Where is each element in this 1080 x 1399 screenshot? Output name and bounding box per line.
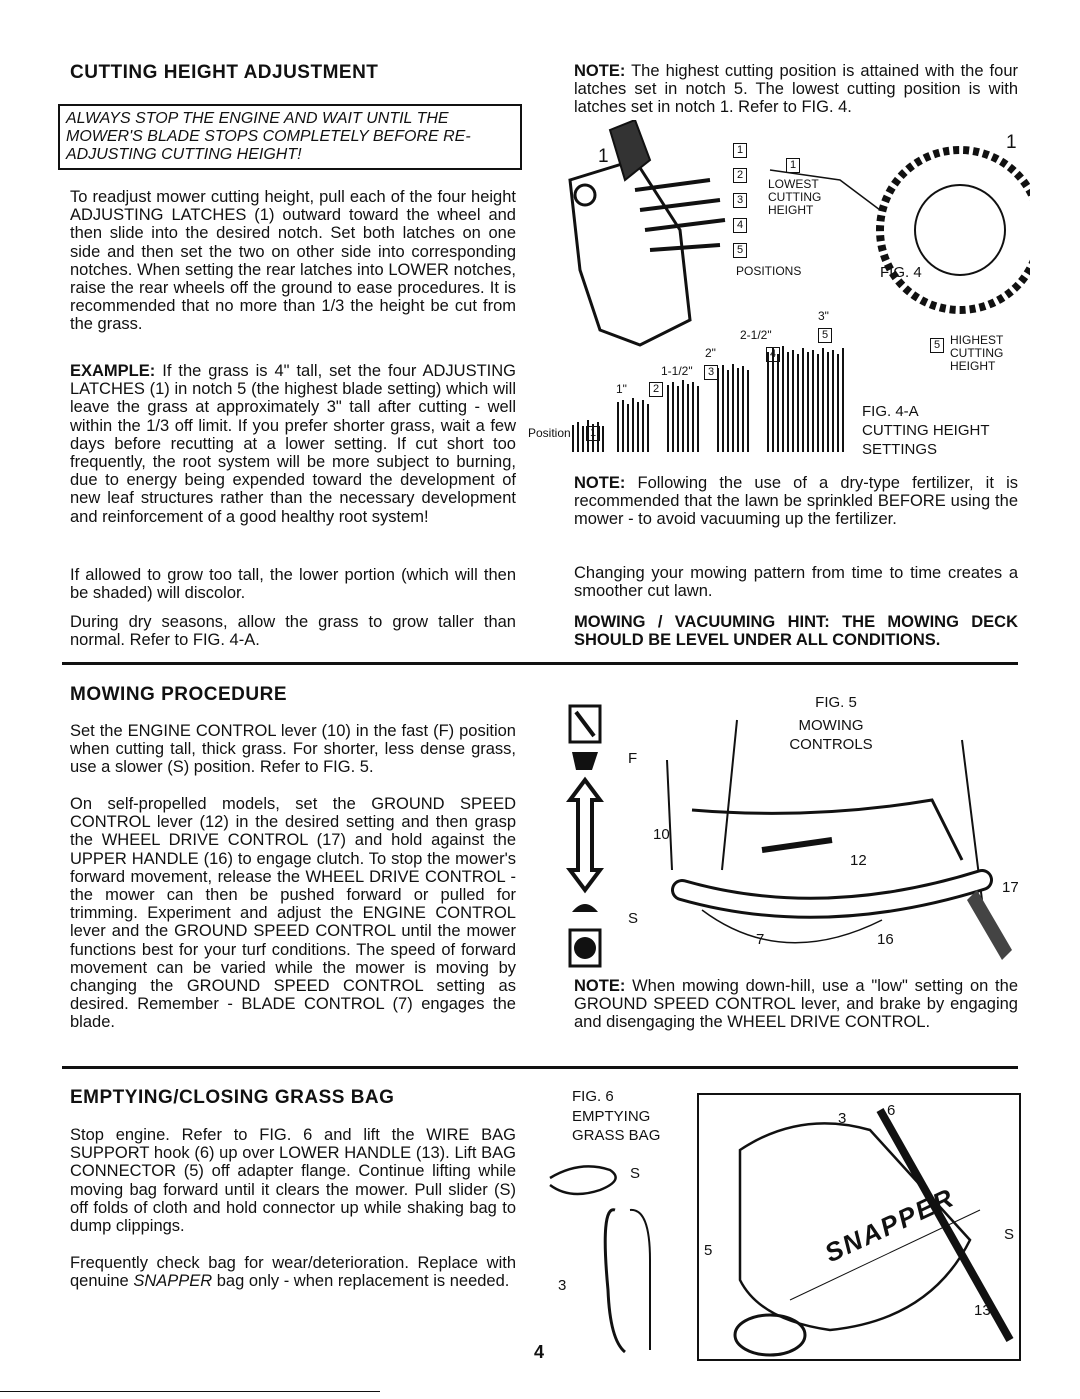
height-2in: 2": [705, 346, 716, 360]
mowing-title: MOWING PROCEDURE: [70, 684, 287, 705]
position-word: Position: [528, 426, 571, 440]
fig4-illustration: [540, 120, 1030, 355]
warning-text: ALWAYS STOP THE ENGINE AND WAIT UNTIL THE MOWER'S BLADE STOPS COMPLETELY BEFORE RE-ADJUSTING CUTTING HEIGHT!: [66, 110, 471, 163]
cutting-para-1: To readjust mower cutting height, pull each of the four height ADJUSTING LATCHES (1) outward toward the wheel and then slide into the desired notch. Set both latches on one side and then set the two on other side into corresponding notches. When setting the rear latches into LOWER notches, raise the rear wheels off the ground to ease procedures. It is recommended that no more than 1/3 the height be cut from the grass.: [70, 188, 516, 334]
section-divider-2: [62, 1066, 1018, 1069]
fig6-illustration: [540, 1090, 1025, 1365]
fig4a-pos-4: 4: [766, 347, 780, 362]
note-fertilizer: [574, 474, 1018, 529]
fig6-s-right: S: [1004, 1226, 1015, 1243]
note-highest-position: [574, 62, 1018, 117]
fig6-callout-3-left: 3: [558, 1277, 567, 1294]
notch-4: 4: [733, 215, 751, 240]
mowing-hint: MOWING / VACUUMING HINT: THE MOWING DECK SHOULD BE LEVEL UNDER ALL CONDITIONS.: [574, 613, 1018, 650]
callout-16: 16: [877, 931, 894, 948]
fig4a-caption: CUTTING HEIGHT SETTINGS: [862, 422, 990, 458]
notch-2: 2: [733, 165, 751, 190]
callout-17: 17: [1002, 879, 1019, 896]
height-2-5in: 2-1/2": [740, 328, 772, 342]
highest-label: HIGHEST CUTTING HEIGHT: [950, 333, 1004, 373]
height-1in: 1": [616, 382, 627, 396]
fig5-s-label: S: [628, 910, 639, 927]
page-number: 4: [534, 1342, 545, 1362]
note2-label: NOTE:: [574, 474, 626, 492]
snapper-logo-on-bag: SNAPPER: [819, 1181, 960, 1269]
note3-label: NOTE:: [574, 977, 626, 995]
bag-para-2-b: bag only - when replacement is needed.: [212, 1272, 510, 1291]
bag-para-2-a: Frequently check bag for wear/deterioration. Replace with qenuine: [70, 1254, 516, 1291]
example-para: [70, 362, 516, 526]
note-downhill: [574, 977, 1018, 1032]
callout-7: 7: [756, 931, 765, 948]
fig4a-pos-3: 3: [704, 365, 718, 380]
fig6-caption: EMPTYING GRASS BAG: [572, 1108, 661, 1144]
mowing-para-2: On self-propelled models, set the GROUND SPEED CONTROL lever (12) in the desired setting and then grasp the WHEEL DRIVE CONTROL (17) and hold against the UPPER HANDLE (16) to engage clutch. To stop the mower's forward movement, release the WHEEL DRIVE CONTROL - the mower can then be pushed forward or pulled for trimming. Experiment and adjust the ENGINE CONTROL lever and the GROUND SPEED CONTROL until the mower functions best for your turf conditions. The speed of forward movement can be varied while the mower is moving by changing the GROUND SPEED CONTROL setting as desired. Remember - BLADE CONTROL (7) engages the blade.: [70, 795, 516, 1032]
bag-para-1: Stop engine. Refer to FIG. 6 and lift the WIRE BAG SUPPORT hook (6) up over LOWER HANDLE (13). Lift BAG CONNECTOR (5) off adapter flange. Continue lifting while moving bag forward until it clears the mower. Pull slider (S) off folds of cloth and hold connector up while shaking bag to dump clippings.: [70, 1126, 516, 1236]
note2-text: Following the use of a dry-type fertilizer, it is recommended that the lawn be sprinkled BEFORE using the mower - to avoid vacuuming up the fertilizer.: [574, 474, 1018, 529]
fig4a-label: FIG. 4-A: [862, 403, 919, 420]
mowing-para-1: Set the ENGINE CONTROL lever (10) in the fast (F) position when cutting tall, thick grass. For shorter, less dense grass, use a slower (S) position. Refer to FIG. 5.: [70, 722, 516, 777]
bottom-rule: [0, 1391, 380, 1392]
fig6-callout-3-right: 3: [838, 1110, 847, 1127]
snapper-brand: SNAPPER: [133, 1272, 213, 1291]
cutting-para-4: During dry seasons, allow the grass to grow taller than normal. Refer to FIG. 4-A.: [70, 613, 516, 650]
cutting-title: CUTTING HEIGHT ADJUSTMENT: [70, 62, 379, 83]
note1-label: NOTE:: [574, 62, 626, 80]
note1-text: The highest cutting position is attained with the four latches set in notch 5. The lowest cutting position is with latches set in notch 1. Refer to FIG. 4.: [574, 62, 1018, 117]
notch-3: 3: [733, 190, 751, 215]
fig4-notch-list: [733, 140, 751, 265]
highest-notch-box: 5: [930, 338, 944, 353]
fig4-callout-1-right: 1: [1006, 132, 1017, 153]
lowest-label: LOWEST CUTTING HEIGHT: [768, 177, 822, 217]
fig4a-pos-2: 2: [649, 382, 663, 397]
fig5-f-label: F: [628, 750, 638, 767]
mowing-pattern-para: Changing your mowing pattern from time to time creates a smoother cut lawn.: [574, 564, 1018, 601]
fig6-callout-6: 6: [887, 1102, 896, 1119]
fig4-label: FIG. 4: [880, 264, 922, 281]
positions-label: POSITIONS: [736, 264, 802, 278]
fig5-label: FIG. 5: [815, 694, 857, 711]
fig4a-pos-1: 1: [586, 426, 600, 441]
fig4-callout-1-left: 1: [598, 146, 609, 167]
section-divider-1: [62, 662, 1018, 665]
fig4a-pos-5: 5: [818, 328, 832, 343]
warning-box: [58, 104, 522, 170]
lowest-notch-box: 1: [786, 158, 800, 173]
callout-12: 12: [850, 852, 867, 869]
example-text: If the grass is 4" tall, set the four ADJUSTING LATCHES (1) in notch 5 (the highest blade setting) which will leave the grass at approximately 3" tall after cutting - well within the 1/3 off limit. If you prefer shorter grass, wait a few days before recutting at a lower setting. If cut short too frequently, the root system will be more subject to burning, due to energy being expended toward the development of new leaf structures rather than the necessary development and reinforcement of a good healthy root system!: [70, 362, 516, 526]
fig6-callout-5: 5: [704, 1242, 713, 1259]
bag-para-2: [70, 1254, 516, 1290]
fig6-s-left: S: [630, 1165, 641, 1182]
fig6-callout-13: 13: [974, 1302, 991, 1319]
example-label: EXAMPLE:: [70, 362, 156, 380]
bag-title: EMPTYING/CLOSING GRASS BAG: [70, 1087, 395, 1108]
note3-text: When mowing down-hill, use a "low" setting on the GROUND SPEED CONTROL lever, and brake by engaging and disengaging the WHEEL DRIVE CONTROL.: [574, 977, 1018, 1032]
notch-5: 5: [733, 240, 751, 265]
callout-10: 10: [653, 826, 670, 843]
fig5-caption: MOWING CONTROLS: [789, 717, 873, 753]
cutting-para-3: If allowed to grow too tall, the lower portion (which will then be shaded) will discolor.: [70, 566, 516, 603]
height-3in: 3": [818, 309, 829, 323]
fig6-label: FIG. 6: [572, 1088, 614, 1105]
height-1-5in: 1-1/2": [661, 364, 693, 378]
notch-1: 1: [733, 140, 751, 165]
